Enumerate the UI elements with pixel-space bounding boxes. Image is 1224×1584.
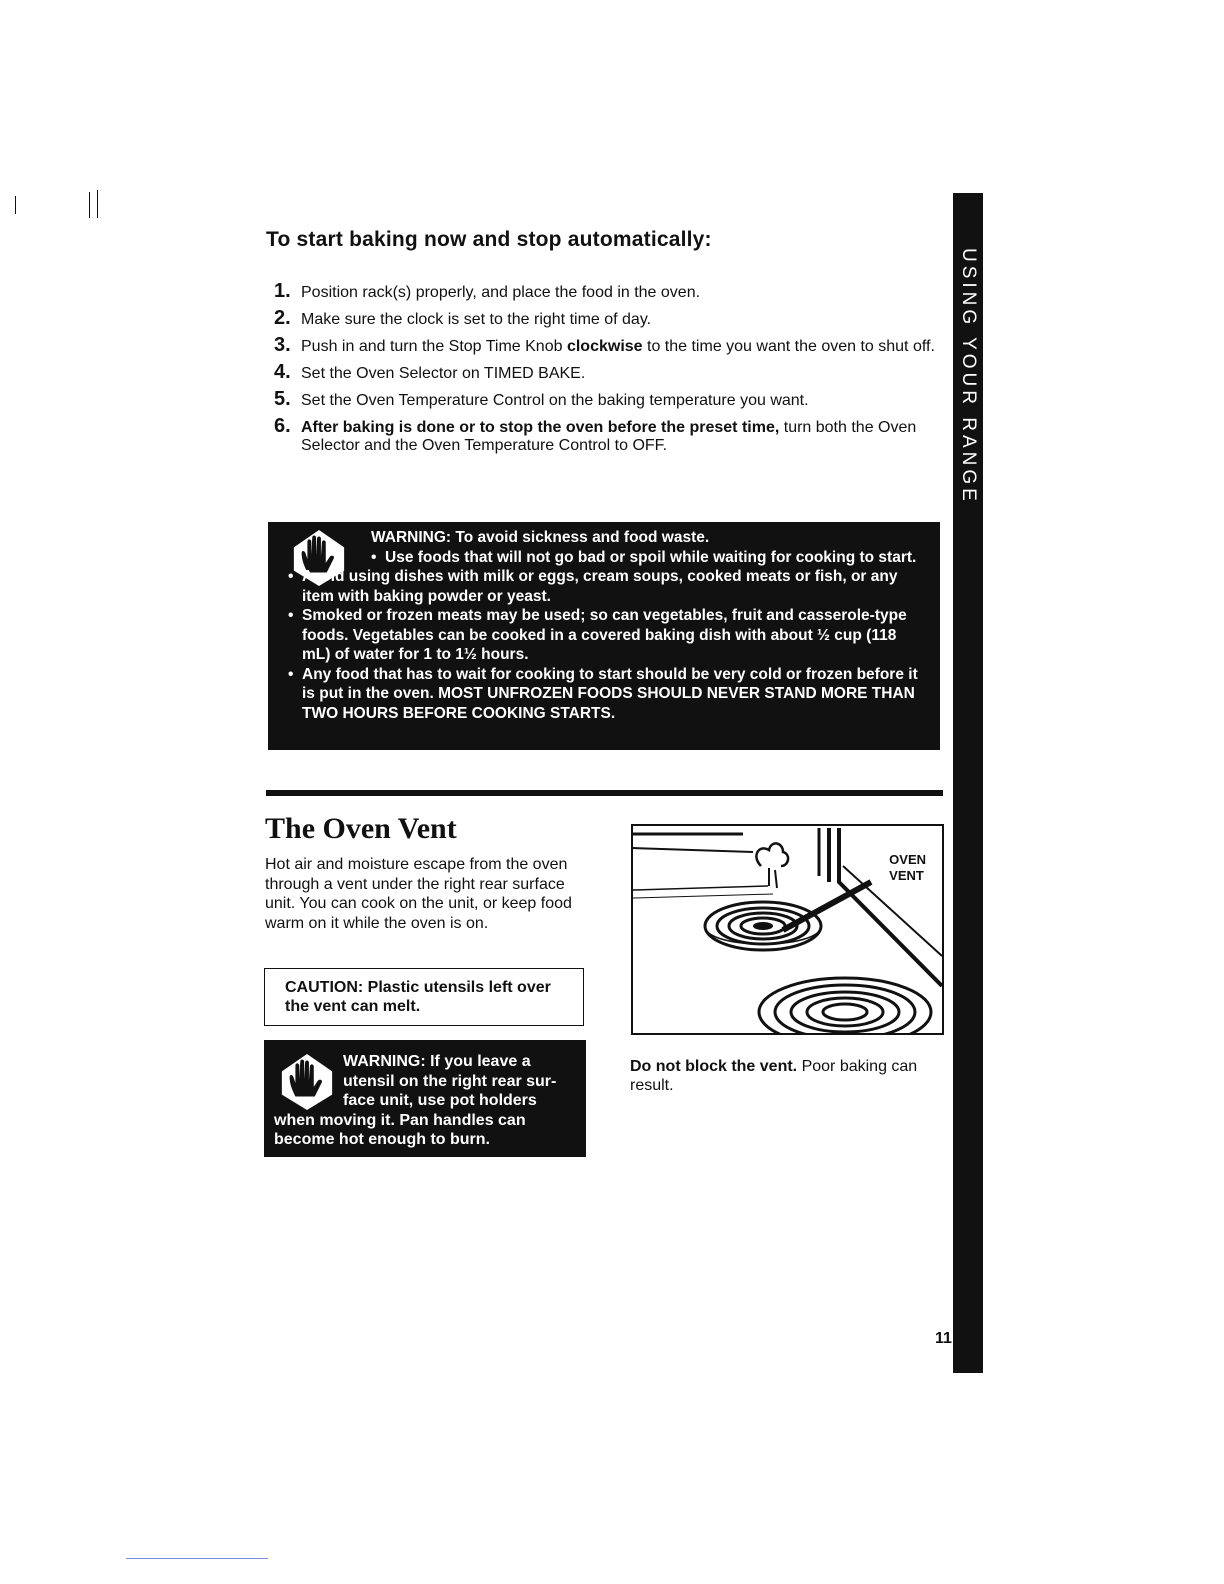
steps-list: [270, 280, 940, 464]
warning-utensil-line: WARNING: If you leave a: [343, 1053, 531, 1070]
warning-food-bullet: • Use foods that will not go bad or spoil while waiting for cooking to start.: [371, 548, 920, 568]
warning-utensil-box: [264, 1040, 586, 1157]
oven-vent-title: The Oven Vent: [265, 812, 457, 845]
step-number: 6.: [274, 415, 291, 437]
section-side-tab: [953, 193, 983, 1373]
step-text: to the time you want the oven to shut off.: [642, 338, 935, 355]
step-number: 3.: [274, 334, 291, 356]
step-item: [270, 388, 940, 410]
warning-food-bullet: • Smoked or frozen meats may be used; so can vegetables, fruit and casserole-type foods. Vegetables can be cooked in a covered baking dish with about ½ cup (118 mL) of water for 1 to 1½ hours.: [288, 606, 920, 665]
caution-box: CAUTION: Plastic utensils left over the vent can melt.: [264, 968, 584, 1026]
step-text: Set the Oven Temperature Control on the baking temperature you want.: [301, 392, 809, 409]
caption-rest: Poor baking can result.: [630, 1058, 918, 1094]
oven-vent-body: Hot air and moisture escape from the oven through a vent under the right rear surface unit. You can cook on the unit, or keep food warm on it while the oven is on.: [265, 856, 572, 932]
step-text: Position rack(s) properly, and place the food in the oven.: [301, 284, 701, 301]
label-line: VENT: [889, 868, 924, 883]
section-divider: [266, 790, 943, 796]
scan-mark: [89, 192, 90, 218]
step-item: [270, 415, 940, 455]
step-text: clockwise: [566, 338, 643, 355]
step-text: Make sure the clock is set to the right time of day.: [301, 311, 652, 328]
page-number: 11: [935, 1330, 952, 1347]
step-number: 1.: [274, 280, 291, 302]
section-tab-label: USING YOUR RANGE: [958, 248, 979, 505]
figure-caption: [630, 1057, 940, 1095]
warning-food-bullet: • Avoid using dishes with milk or eggs, cream soups, cooked meats or fish, or any item with baking powder or yeast.: [288, 567, 920, 606]
step-number: 4.: [274, 361, 291, 383]
scan-mark: [97, 190, 98, 218]
section-heading: To start baking now and stop automatically:: [266, 228, 712, 251]
warning-utensil-rest: when moving it. Pan handles can become hot enough to burn.: [274, 1111, 526, 1148]
step-number: 5.: [274, 388, 291, 410]
warning-food-bullet: • Any food that has to wait for cooking to start should be very cold or frozen before it is put in the oven. MOST UNFROZEN FOODS SHOULD NEVER STAND MORE THAN TWO HOURS BEFORE COOKING STARTS.: [288, 665, 920, 724]
warning-utensil-line: utensil on the right rear sur-: [343, 1072, 557, 1090]
warning-food-box: [268, 522, 940, 750]
label-line: OVEN: [889, 852, 926, 867]
warning-hand-icon: [278, 1052, 336, 1112]
step-item: [270, 334, 940, 356]
step-text: Set the Oven Selector on TIMED BAKE.: [301, 365, 586, 382]
step-text: Push in and turn the Stop Time Knob: [301, 338, 567, 355]
warning-utensil-line: face unit, use pot holders: [343, 1092, 537, 1109]
caption-bold: Do not block the vent.: [630, 1058, 798, 1075]
oven-vent-label: [889, 852, 926, 884]
step-text: After baking is done or to stop the oven before the preset time,: [301, 419, 780, 436]
scan-mark: [15, 196, 16, 214]
warning-food-title: WARNING: To avoid sickness and food waste.: [371, 529, 710, 546]
step-item: [270, 307, 940, 329]
step-item: [270, 361, 940, 383]
footer-rule: [126, 1558, 268, 1559]
step-text: turn both the Oven Selector and the Oven Temperature Control to OFF.: [301, 419, 917, 454]
oven-vent-illustration: [631, 824, 944, 1035]
step-item: [270, 280, 940, 302]
step-number: 2.: [274, 307, 291, 329]
